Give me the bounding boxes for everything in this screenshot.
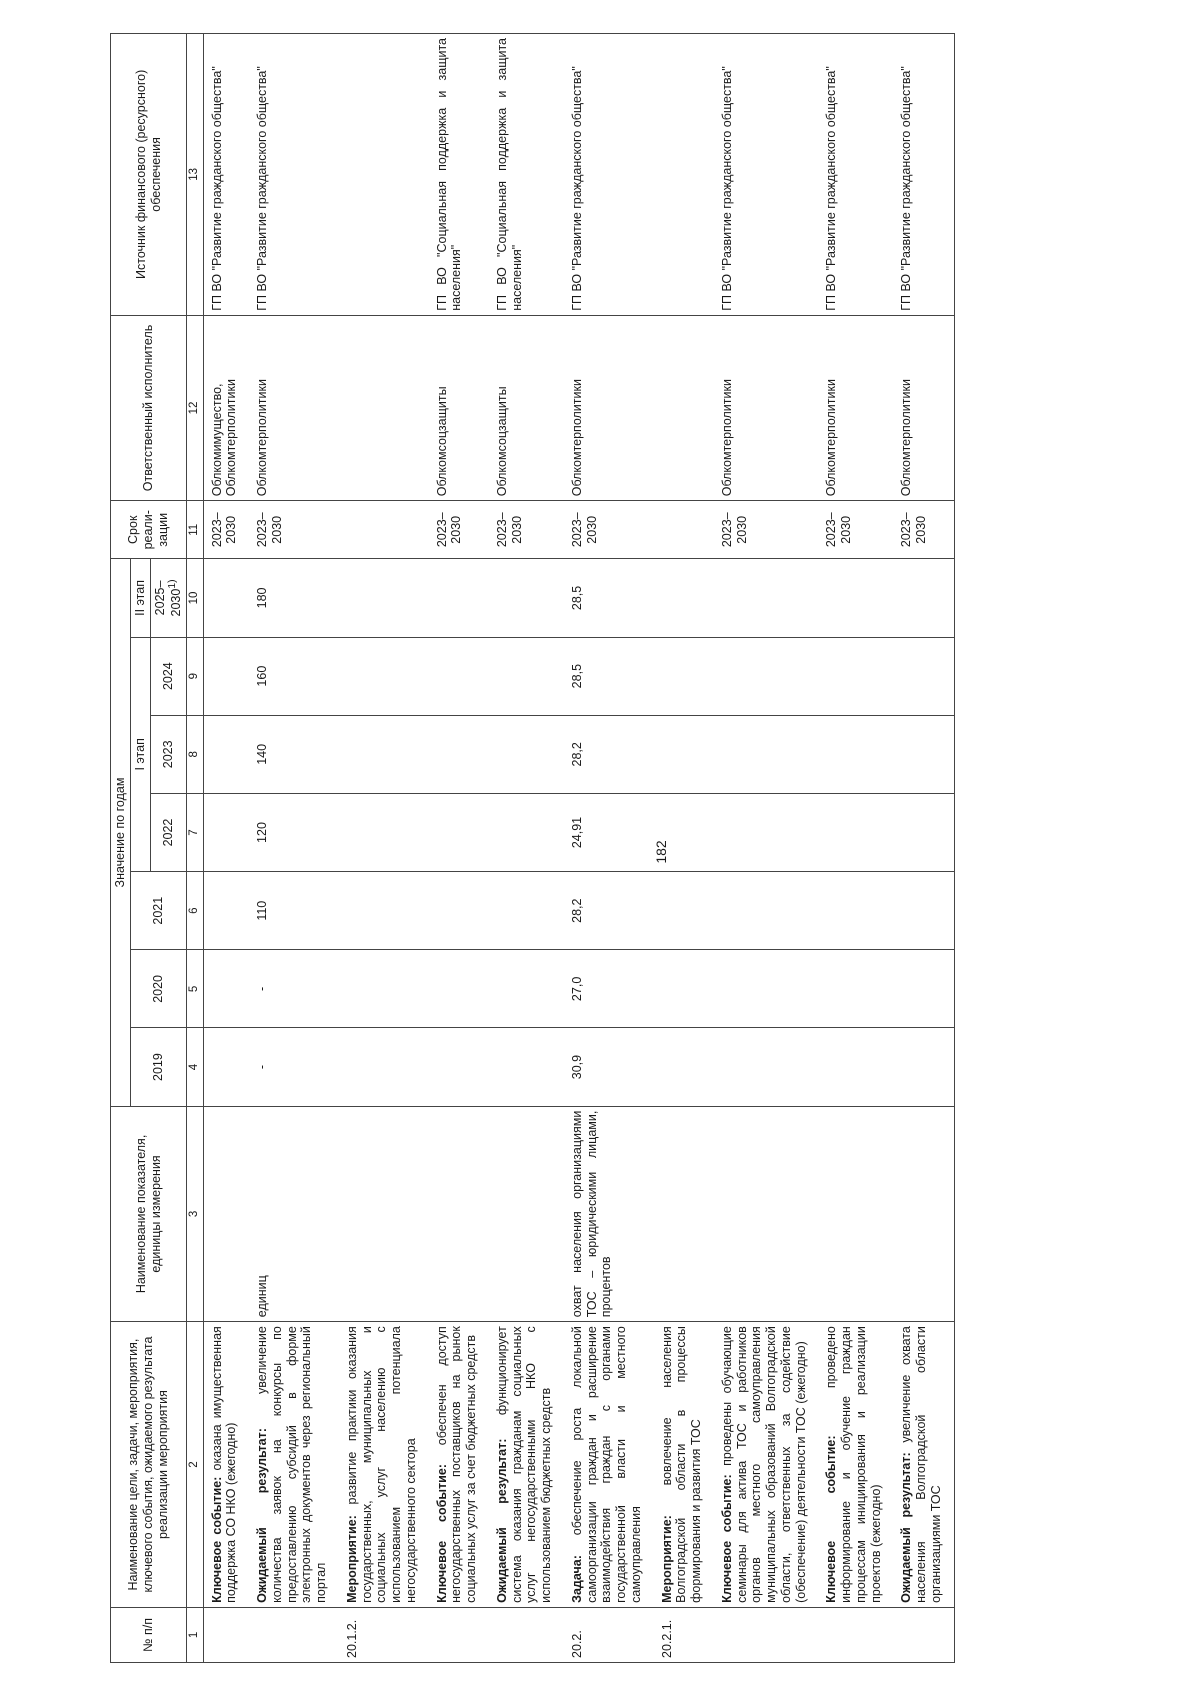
row-value-2019: 30,9 [564, 1028, 654, 1106]
row-term [654, 501, 714, 559]
header-values-by-year: Значение по годам [111, 559, 131, 1106]
row-value-2022 [203, 793, 249, 871]
row-value-2024 [654, 637, 714, 715]
row-text: увеличение охвата населения Волгоградской области организациями ТОС [899, 1326, 943, 1603]
column-number-row [187, 34, 204, 1663]
row-value-2023 [818, 715, 893, 793]
row-term: 2023–2030 [893, 501, 954, 559]
row-value-2024 [714, 637, 819, 715]
row-value-2023 [714, 715, 819, 793]
header-term: Срок реали-зации [111, 501, 187, 559]
table-row [339, 34, 429, 1663]
table-row [249, 34, 339, 1663]
row-indicator: охват населения организациями ТОС – юридическими лицами, процентов [564, 1106, 654, 1322]
row-value-2021 [818, 872, 893, 950]
row-value-2022 [339, 793, 429, 871]
row-term: 2023–2030 [714, 501, 819, 559]
header-num: № п/п [111, 1607, 187, 1662]
row-number [203, 1607, 249, 1662]
program-table [110, 33, 955, 1663]
row-value-2021 [339, 872, 429, 950]
row-executor: Облкомтерполитики [564, 315, 654, 500]
row-value-2024: 28,5 [564, 637, 654, 715]
row-value-2025 [893, 559, 954, 637]
row-value-2019 [654, 1028, 714, 1106]
row-description [339, 1322, 429, 1608]
row-value-2022: 120 [249, 793, 339, 871]
table-row [564, 34, 654, 1663]
header-name: Наименование цели, задачи, мероприятия, ключевого события, ожидаемого результата реализации мероприятия [111, 1322, 187, 1608]
row-text: функционирует система оказания гражданам социальных услуг негосударственными НКО с использованием бюджетных средств [494, 1326, 554, 1603]
row-number [893, 1607, 954, 1662]
row-executor [654, 315, 714, 500]
row-value-2020 [429, 950, 489, 1028]
row-executor: Облкомтерполитики [249, 315, 339, 500]
column-number: 5 [187, 950, 204, 1028]
row-value-2024: 160 [249, 637, 339, 715]
row-value-2024 [339, 637, 429, 715]
row-value-2019: - [249, 1028, 339, 1106]
row-number [818, 1607, 893, 1662]
header-indicator: Наименование показателя, единицы измерения [111, 1106, 187, 1322]
row-source: ГП ВО "Развитие гражданского общества" [714, 34, 819, 316]
row-term: 2023–2030 [249, 501, 339, 559]
row-value-2022 [714, 793, 819, 871]
row-description [714, 1322, 819, 1608]
row-indicator [489, 1106, 564, 1322]
row-term: 2023–2030 [818, 501, 893, 559]
row-value-2023 [339, 715, 429, 793]
row-text: оказана имущественная поддержка СО НКО (ежегодно) [209, 1326, 239, 1603]
row-text: проведено информирование и обучение граждан процессам инициирования и реализации проектов (ежегодно) [824, 1326, 883, 1603]
row-source [339, 34, 429, 316]
row-source [654, 34, 714, 316]
rotated-page [110, 33, 1140, 1663]
row-executor: Облкомтерполитики [714, 315, 819, 500]
row-executor [339, 315, 429, 500]
row-description [489, 1322, 564, 1608]
page-number: 182 [653, 840, 669, 864]
header-2022: 2022 [150, 793, 187, 871]
header-2025-2030 [150, 559, 187, 637]
row-description [429, 1322, 489, 1608]
row-value-2019 [339, 1028, 429, 1106]
row-text: обеспечение роста локальной самоорганизации граждан и расширение взаимодействия граждан с органами государственной власти и местного самоуправления [569, 1326, 643, 1603]
row-value-2025 [339, 559, 429, 637]
row-value-2025 [429, 559, 489, 637]
row-value-2021 [489, 872, 564, 950]
column-number: 9 [187, 637, 204, 715]
row-description [818, 1322, 893, 1608]
row-value-2023 [429, 715, 489, 793]
column-number: 8 [187, 715, 204, 793]
row-indicator [203, 1106, 249, 1322]
row-description [564, 1322, 654, 1608]
row-value-2021 [714, 872, 819, 950]
row-source: ГП ВО "Развитие гражданского общества" [893, 34, 954, 316]
header-source: Источник финансового (ресурсного) обеспечения [111, 34, 187, 316]
row-value-2020: - [249, 950, 339, 1028]
row-value-2025: 180 [249, 559, 339, 637]
row-executor: Облкомтерполитики [818, 315, 893, 500]
row-value-2024 [489, 637, 564, 715]
row-value-2022 [893, 793, 954, 871]
row-value-2023: 28,2 [564, 715, 654, 793]
row-value-2024 [818, 637, 893, 715]
row-type-label: Ключевое событие: [824, 1435, 839, 1603]
row-indicator [893, 1106, 954, 1322]
row-value-2020 [818, 950, 893, 1028]
column-number: 12 [187, 315, 204, 500]
header-2024: 2024 [150, 637, 187, 715]
row-type-label: Мероприятие: [344, 1515, 359, 1603]
column-number: 7 [187, 793, 204, 871]
row-value-2020 [714, 950, 819, 1028]
row-indicator [818, 1106, 893, 1322]
row-text: обеспечен доступ негосударственных поставщиков на рынок социальных услуг за счет бюджетных средств [434, 1326, 479, 1603]
row-value-2020 [339, 950, 429, 1028]
row-indicator: единиц [249, 1106, 339, 1322]
row-value-2019 [429, 1028, 489, 1106]
row-value-2022 [654, 793, 714, 871]
header-2020: 2020 [130, 950, 186, 1028]
row-description [893, 1322, 954, 1608]
column-number: 10 [187, 559, 204, 637]
row-term: 2023–2030 [489, 501, 564, 559]
row-value-2025 [818, 559, 893, 637]
row-text: развитие практики оказания государственных, муниципальных и социальных услуг населению с использованием потенциала негосударственного сектора [344, 1326, 418, 1603]
row-value-2025: 28,5 [564, 559, 654, 637]
row-indicator [429, 1106, 489, 1322]
row-number: 20.2.1. [654, 1607, 714, 1662]
row-type-label: Ожидаемый результат: [899, 1452, 914, 1603]
header-executor: Ответственный исполнитель [111, 315, 187, 500]
row-number [429, 1607, 489, 1662]
row-value-2025 [489, 559, 564, 637]
header-stage1: I этап [130, 637, 150, 872]
row-value-2023 [893, 715, 954, 793]
table-row [654, 34, 714, 1663]
table-row [714, 34, 819, 1663]
row-indicator [654, 1106, 714, 1322]
row-term [339, 501, 429, 559]
header-stage2: II этап [130, 559, 150, 637]
row-term: 2023–2030 [203, 501, 249, 559]
row-value-2021 [203, 872, 249, 950]
row-source: ГП ВО "Социальная поддержка и защита населения" [489, 34, 564, 316]
row-value-2023 [489, 715, 564, 793]
row-executor: Облкомтерполитики [893, 315, 954, 500]
table-row [893, 34, 954, 1663]
row-value-2021 [654, 872, 714, 950]
table-row [818, 34, 893, 1663]
column-number: 1 [187, 1607, 204, 1662]
header-2025-2030-label: 2025–2030 [152, 580, 184, 617]
row-number [249, 1607, 339, 1662]
row-value-2023: 140 [249, 715, 339, 793]
row-description [654, 1322, 714, 1608]
row-text: увеличение количества заявок на конкурсы по предоставлению субсидий в форме электронных документов через региональный портал [255, 1326, 329, 1603]
row-term: 2023–2030 [429, 501, 489, 559]
table-body [203, 34, 954, 1663]
row-value-2023 [203, 715, 249, 793]
row-value-2022 [429, 793, 489, 871]
row-value-2024 [429, 637, 489, 715]
row-value-2020: 27,0 [564, 950, 654, 1028]
table-row [203, 34, 249, 1663]
column-number: 3 [187, 1106, 204, 1322]
row-type-label: Ожидаемый результат: [494, 1438, 509, 1603]
row-value-2019 [203, 1028, 249, 1106]
row-value-2025 [714, 559, 819, 637]
row-value-2025 [203, 559, 249, 637]
row-executor: Облкомсоцзащиты [429, 315, 489, 500]
row-value-2022: 24,91 [564, 793, 654, 871]
row-text: вовлечение населения Волгоградской области в процессы формирования и развития ТОС [659, 1326, 704, 1603]
row-value-2019 [893, 1028, 954, 1106]
row-value-2021 [429, 872, 489, 950]
row-type-label: Ключевое событие: [434, 1464, 449, 1603]
row-value-2020 [654, 950, 714, 1028]
row-executor: Облкомимущество, Облкомтерполитики [203, 315, 249, 500]
row-type-label: Мероприятие: [659, 1515, 674, 1603]
row-value-2020 [893, 950, 954, 1028]
row-value-2022 [818, 793, 893, 871]
row-indicator [714, 1106, 819, 1322]
row-type-label: Задача: [569, 1555, 584, 1603]
row-value-2021: 110 [249, 872, 339, 950]
row-source: ГП ВО "Развитие гражданского общества" [249, 34, 339, 316]
row-text: проведены обучающие семинары для актива ТОС и работников органов местного самоуправления муниципальных образований Волгоградской области, ответственных за содействие (обеспечение) деятельности ТОС (ежегодно) [719, 1326, 808, 1603]
row-type-label: Ключевое событие: [209, 1476, 224, 1603]
row-value-2023 [654, 715, 714, 793]
row-source: ГП ВО "Социальная поддержка и защита населения" [429, 34, 489, 316]
row-value-2020 [203, 950, 249, 1028]
column-number: 4 [187, 1028, 204, 1106]
row-source: ГП ВО "Развитие гражданского общества" [203, 34, 249, 316]
header-2021: 2021 [130, 872, 186, 950]
header-2023: 2023 [150, 715, 187, 793]
column-number: 6 [187, 872, 204, 950]
column-number: 2 [187, 1322, 204, 1608]
row-description [249, 1322, 339, 1608]
header-2019: 2019 [130, 1028, 186, 1106]
row-value-2020 [489, 950, 564, 1028]
row-source: ГП ВО "Развитие гражданского общества" [818, 34, 893, 316]
table-row [429, 34, 489, 1663]
row-value-2025 [654, 559, 714, 637]
row-number [489, 1607, 564, 1662]
row-value-2022 [489, 793, 564, 871]
column-number: 11 [187, 501, 204, 559]
row-executor: Облкомсоцзащиты [489, 315, 564, 500]
footnote-mark: 1) [167, 579, 179, 589]
row-source: ГП ВО "Развитие гражданского общества" [564, 34, 654, 316]
row-indicator [339, 1106, 429, 1322]
row-type-label: Ожидаемый результат: [255, 1428, 270, 1603]
row-description [203, 1322, 249, 1608]
row-value-2019 [818, 1028, 893, 1106]
row-number: 20.2. [564, 1607, 654, 1662]
row-value-2019 [489, 1028, 564, 1106]
row-value-2021: 28,2 [564, 872, 654, 950]
column-number: 13 [187, 34, 204, 316]
row-term: 2023–2030 [564, 501, 654, 559]
row-value-2021 [893, 872, 954, 950]
row-value-2024 [893, 637, 954, 715]
row-number: 20.1.2. [339, 1607, 429, 1662]
row-value-2024 [203, 637, 249, 715]
row-value-2019 [714, 1028, 819, 1106]
row-number [714, 1607, 819, 1662]
row-type-label: Ключевое событие: [719, 1474, 734, 1603]
table-row [489, 34, 564, 1663]
